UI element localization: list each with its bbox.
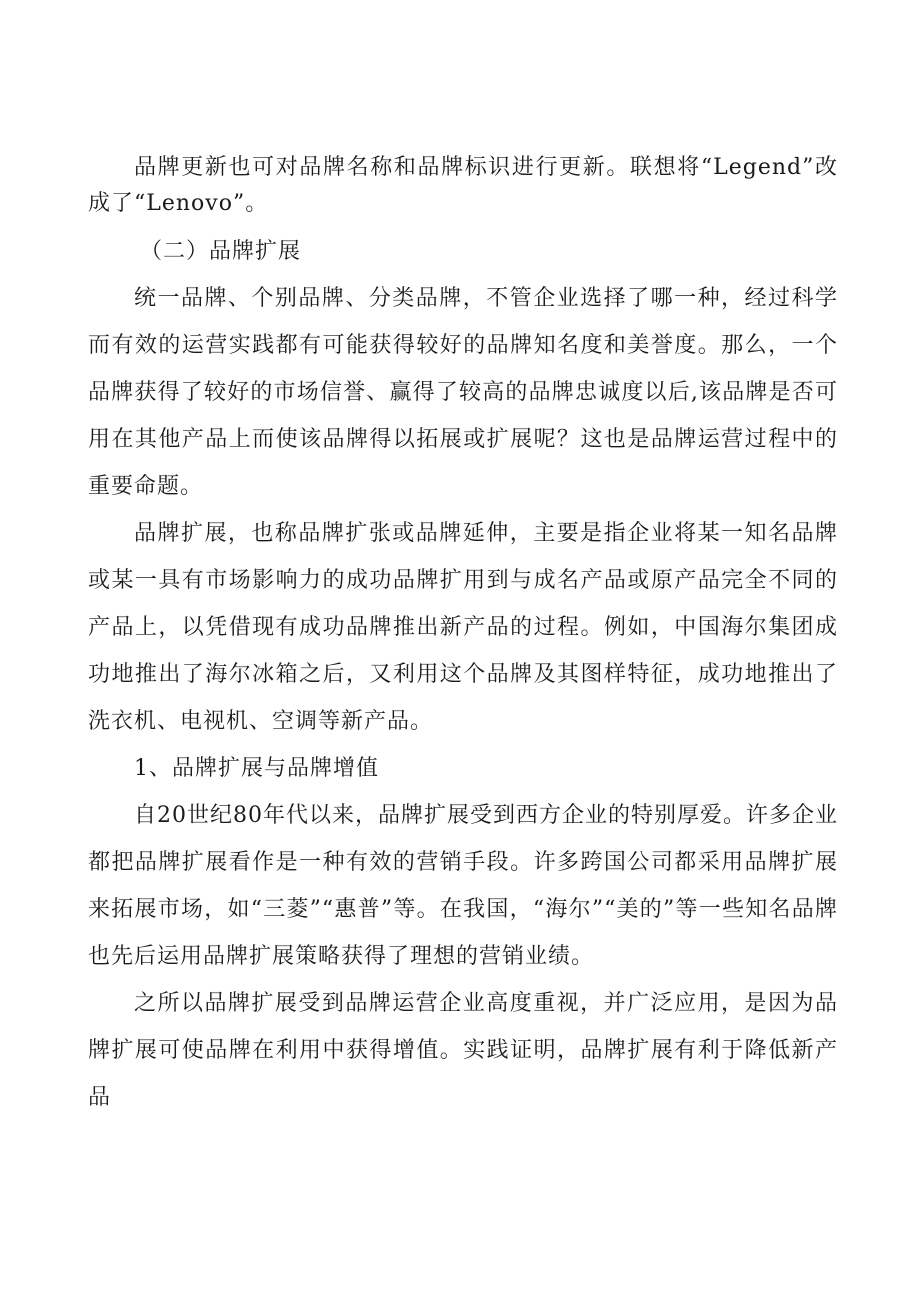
section-heading-brand-extension: （二）品牌扩展 [140,239,302,264]
paragraph-brand-extension-definition: 品牌扩展，也称品牌扩张或品牌延伸，主要是指企业将某一知名品牌或某一具有市场影响力的成功品牌扩用到与成名产品或原产品完全不同的产品上，以凭借现有成功品牌推出新产品的过程。例如，中国海尔集团成功地推出了海尔冰箱之后，又利用这个品牌及其图样特征，成功地推出了洗衣机、电视机、空调等新产品。 [88,521,838,734]
paragraph-western-companies: 自20世纪80年代以来，品牌扩展受到西方企业的特别厚爱。许多企业都把品牌扩展看作是一种有效的营销手段。许多跨国公司都采用品牌扩展来拓展市场，如“三菱”“惠普”等。在我国，“海尔”“美的”等一些知名品牌也先后运用品牌扩展策略获得了理想的营销业绩。 [88,803,838,969]
paragraph-brand-update: 品牌更新也可对品牌名称和品牌标识进行更新。联想将“Legend”改成了“Lenovo”。 [88,155,838,216]
subsection-heading-brand-value: 1、品牌扩展与品牌增值 [134,756,379,781]
document-body [88,150,838,1121]
paragraph-brand-appreciation: 之所以品牌扩展受到品牌运营企业高度重视，并广泛应用，是因为品牌扩展可使品牌在利用中获得增值。实践证明，品牌扩展有利于降低新产品 [88,991,838,1110]
paragraph-brand-strategy: 统一品牌、个别品牌、分类品牌，不管企业选择了哪一种，经过科学而有效的运营实践都有可能获得较好的品牌知名度和美誉度。那么，一个品牌获得了较好的市场信誉、赢得了较高的品牌忠诚度以后,该品牌是否可用在其他产品上而使该品牌得以拓展或扩展呢？这也是品牌运营过程中的重要命题。 [88,286,838,499]
